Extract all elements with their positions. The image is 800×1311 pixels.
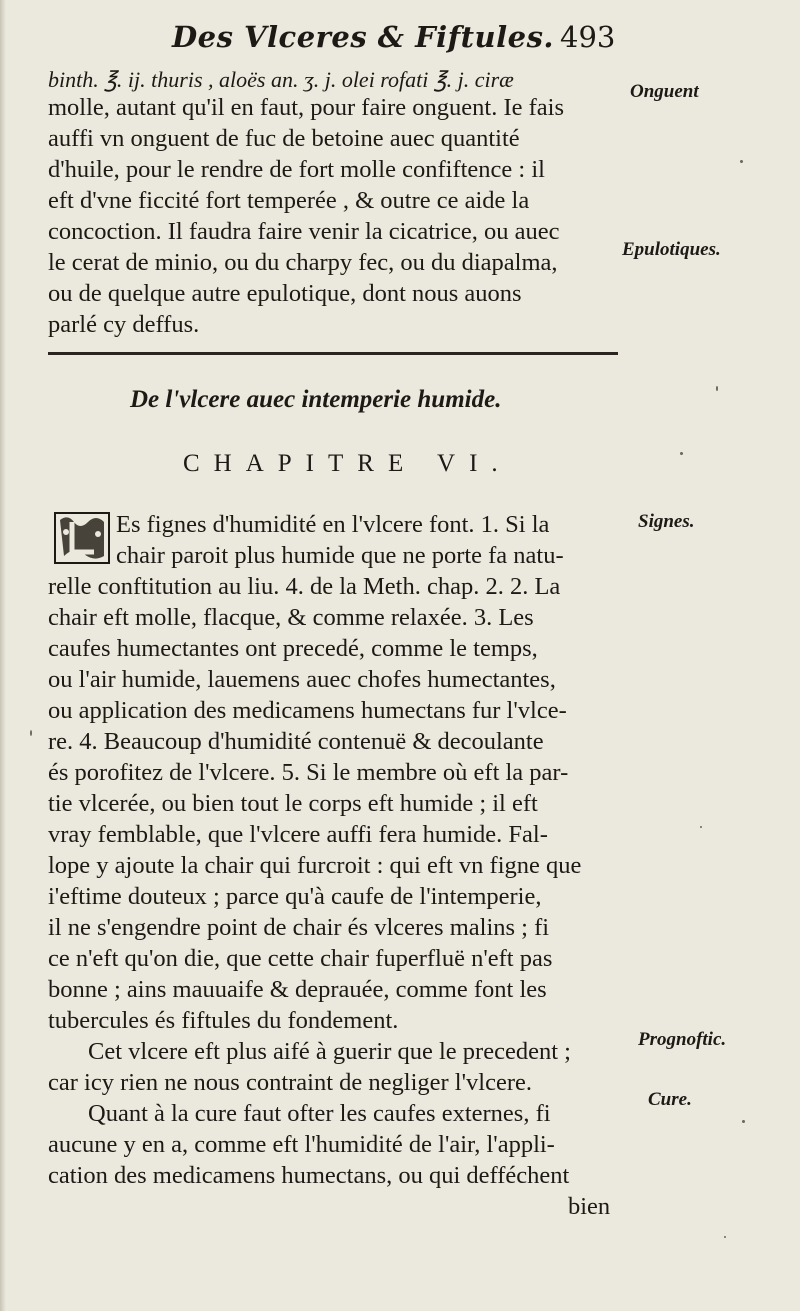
body-line: eft d'vne ficcité fort temperée , & outre ce aide la [48,187,530,214]
chapter-line: Quant à la cure faut ofter les caufes externes, fi [88,1100,551,1127]
marginal-note-signes: Signes. [638,511,695,532]
chapter-line: tie vlcerée, ou bien tout le corps eft humide ; il eft [48,790,538,817]
body-line: concoction. Il faudra faire venir la cicatrice, ou auec [48,218,560,245]
chapter-heading: CHAPITRE VI. [183,450,512,477]
catchword: bien [568,1193,611,1220]
chapter-line: chair eft molle, flacque, & comme relaxée. 3. Les [48,604,534,631]
body-line: le cerat de minio, ou du charpy fec, ou du diapalma, [48,249,558,276]
chapter-line: caufes humectantes ont precedé, comme le temps, [48,635,538,662]
body-line: d'huile, pour le rendre de fort molle confiftence : il [48,156,545,183]
chapter-line: chair paroit plus humide que ne porte fa natu- [116,542,564,569]
section-divider-rule [48,352,618,355]
body-line: auffi vn onguent de fuc de betoine auec quantité [48,125,520,152]
body-line: parlé cy deffus. [48,311,200,338]
chapter-line: relle conftitution au liu. 4. de la Meth. chap. 2. 2. La [48,573,561,600]
chapter-line: car icy rien ne nous contraint de negliger l'vlcere. [48,1069,532,1096]
chapter-line: tubercules és fiftules du fondement. [48,1007,399,1034]
body-line: ou de quelque autre epulotique, dont nous auons [48,280,522,307]
chapter-line: ou l'air humide, lauemens auec chofes humectantes, [48,666,556,693]
chapter-line: il ne s'engendre point de chair és vlceres malins ; fi [48,914,550,941]
chapter-line: vray femblable, que l'vlcere auffi fera humide. Fal- [48,821,548,848]
page-number: 493 [560,20,616,54]
chapter-line: ce n'eft qu'on die, que cette chair fuperfluë n'eft pas [48,945,553,972]
chapter-line: Cet vlcere eft plus aifé à guerir que le precedent ; [88,1038,571,1065]
chapter-line: bonne ; ains mauuaife & deprauée, comme font les [48,976,547,1003]
chapter-line: re. 4. Beaucoup d'humidité contenuë & decoulante [48,728,544,755]
marginal-note-epulotiques: Epulotiques. [622,239,721,260]
running-title: Des Vlceres & Fiftules. [172,20,555,54]
marginal-note-cure: Cure. [648,1089,692,1110]
marginal-note-onguent: Onguent [630,81,699,102]
page-header [0,10,800,56]
body-line: binth. ℥. ij. thuris , aloës an. ʒ. j. olei rofati ℥. j. ciræ [48,67,514,92]
chapter-line: ou application des medicamens humectans fur l'vlce- [48,697,567,724]
body-line: molle, autant qu'il en faut, pour faire onguent. Ie fais [48,94,565,121]
chapter-line: Es fignes d'humidité en l'vlcere font. 1. Si la [116,511,550,538]
section-title: De l'vlcere auec intemperie humide. [130,386,502,413]
chapter-line: és porofitez de l'vlcere. 5. Si le membre où eft la par- [48,759,569,786]
chapter-line: i'eftime douteux ; parce qu'à caufe de l'intemperie, [48,883,542,910]
chapter-line: cation des medicamens humectans, ou qui defféchent [48,1162,570,1189]
ornamental-initial-l-icon [54,512,110,564]
chapter-line: lope y ajoute la chair qui furcroit : qui eft vn figne que [48,852,582,879]
page-gutter-shadow [0,0,6,1311]
chapter-line: aucune y en a, comme eft l'humidité de l'air, l'appli- [48,1131,555,1158]
marginal-note-prognostic: Prognoftic. [638,1029,727,1050]
